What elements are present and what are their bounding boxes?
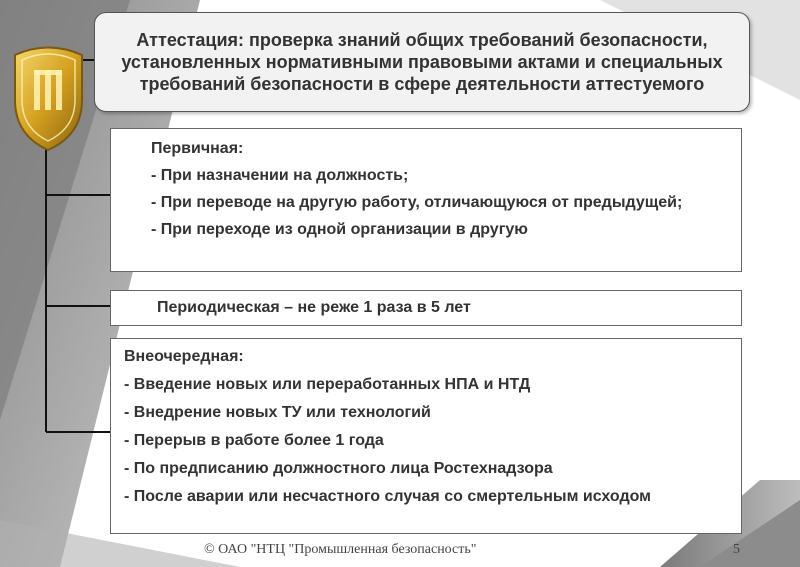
list-item: - При переводе на другую работу, отличающуюся от предыдущей;: [151, 194, 683, 211]
list-item: - При переходе из одной организации в другую: [151, 221, 528, 238]
extraordinary-attestation-box: [110, 338, 742, 534]
primary-attestation-box: [110, 128, 742, 272]
periodic-attestation-box: [110, 290, 742, 326]
footer-copyright: © ОАО "НТЦ "Промышленная безопасность": [204, 542, 477, 557]
list-item: - Введение новых или переработанных НПА и НТД: [124, 376, 531, 393]
list-item: - По предписанию должностного лица Ростехнадзора: [124, 460, 553, 477]
slide-title: Аттестация: проверка знаний общих требований безопасности, установленных нормативными правовыми актами и специальных требований безопасности в сфере деятельности аттестуемого: [121, 30, 723, 94]
periodic-text: Периодическая – не реже 1 раза в 5 лет: [157, 299, 471, 316]
page-number: 5: [733, 542, 740, 557]
list-item: - При назначении на должность;: [151, 167, 409, 184]
list-item: - Внедрение новых ТУ или технологий: [124, 404, 431, 421]
slide-footer: [0, 542, 800, 562]
list-item: - Перерыв в работе более 1 года: [124, 432, 384, 449]
primary-heading: Первичная:: [151, 140, 244, 157]
list-item: - После аварии или несчастного случая со смертельным исходом: [124, 488, 652, 505]
title-box: [94, 12, 750, 112]
extraordinary-heading: Внеочередная:: [124, 348, 244, 365]
